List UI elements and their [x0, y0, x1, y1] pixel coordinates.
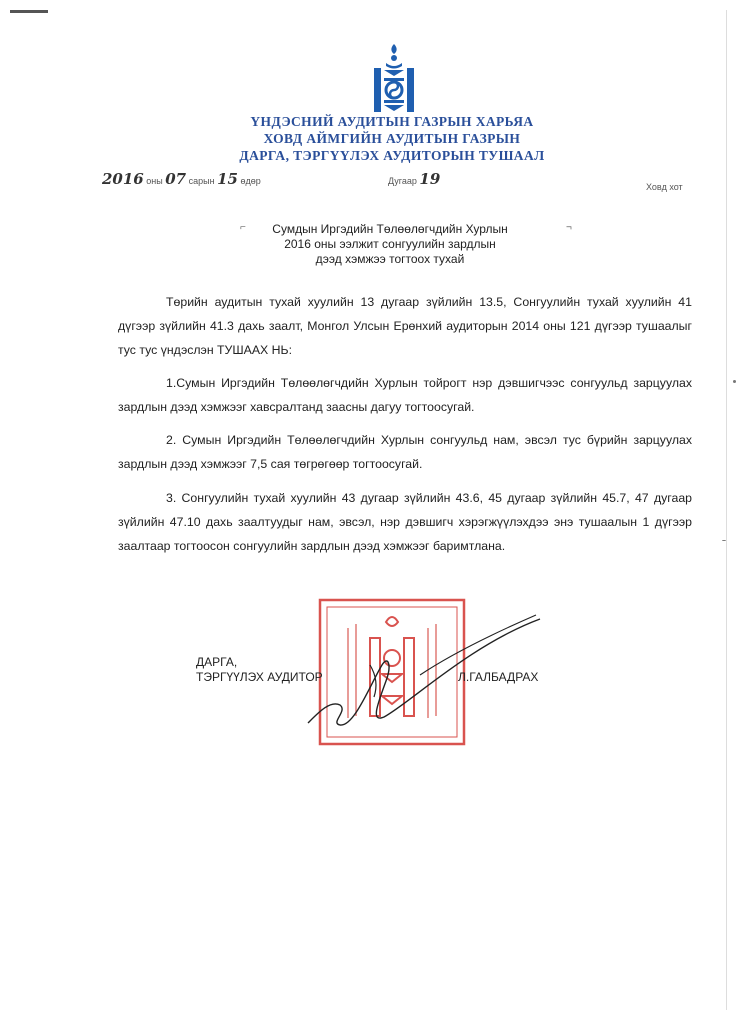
signatory-name: Л.ГАЛБАДРАХ	[458, 670, 539, 684]
header-line-3: ДАРГА, ТЭРГҮҮЛЭХ АУДИТОРЫН ТУШААЛ	[239, 148, 545, 163]
date-day-label: өдөр	[240, 176, 261, 186]
date-month-label: сарын	[188, 176, 215, 186]
subject-line-3: дээд хэмжээ тогтоох тухай	[315, 252, 465, 266]
city-label: Ховд хот	[646, 182, 683, 192]
document-subject	[190, 222, 590, 267]
scan-speck	[722, 540, 726, 541]
body-item-2: 2. Сумын Иргэдийн Төлөөлөгчдийн Хурлын сонгуульд нам, эвсэл тус бүрийн зарцуулах зардлын дээд хэмжээг 7,5 сая төгрөгөөр тогтоосугай.	[118, 433, 692, 471]
soyombo-emblem-icon	[368, 42, 420, 114]
body-intro: Төрийн аудитын тухай хуулийн 13 дугаар зүйлийн 13.5, Сонгуулийн тухай хуулийн 41 дүгээр зүйлийн 41.3 дахь заалт, Монгол Улсын Ерөнхий аудиторын 2014 оны 121 дүгээр тушаалыг тус тус үндэслэн ТУШААХ НЬ:	[118, 295, 692, 357]
scan-speck	[733, 380, 736, 383]
date-month: 07	[165, 170, 187, 188]
body-item-3: 3. Сонгуулийн тухай хуулийн 43 дугаар зүйлийн 43.6, 45 дугаар зүйлийн 45.7, 47 дугаар зүйлийн 47.10 дахь заалтуудыг нам, эвсэл, нэр дэвшигч хэрэгжүүлэхдээ энэ тушаалын 1 дүгээр заалтаар тогтоосон сонгуулийн зардлын дээд хэмжээг баримтлана.	[118, 491, 692, 553]
body-item-1: 1.Сумын Иргэдийн Төлөөлөгчдийн Хурлын тойрогт нэр дэвшигчээс сонгуульд зарцуулах зардлын дээд хэмжээг хавсралтанд заасны дагуу тогтоосугай.	[118, 376, 692, 414]
scan-edge-line	[726, 10, 727, 1010]
date-field	[102, 170, 261, 188]
subject-line-1: Сумдын Иргэдийн Төлөөлөгчдийн Хурлын	[272, 222, 508, 236]
date-year: 2016	[102, 170, 144, 188]
order-number: 19	[419, 170, 441, 188]
header-line-2: ХОВД АЙМГИЙН АУДИТЫН ГАЗРЫН	[263, 131, 521, 146]
signatory-title-line-2: ТЭРГҮҮЛЭХ АУДИТОР	[196, 670, 323, 684]
order-number-field	[388, 170, 440, 188]
handwritten-signature-icon	[300, 605, 550, 735]
subject-bracket-right: ¬	[566, 222, 572, 233]
subject-line-2: 2016 оны ээлжит сонгуулийн зардлын	[284, 237, 496, 251]
header-line-1: ҮНДЭСНИЙ АУДИТЫН ГАЗРЫН ХАРЬЯА	[250, 114, 534, 129]
order-number-label: Дугаар	[388, 176, 417, 186]
signatory-title-line-1: ДАРГА,	[196, 655, 238, 669]
date-day: 15	[217, 170, 238, 188]
date-year-label: оны	[146, 176, 163, 186]
subject-bracket-left: ⌐	[240, 222, 246, 233]
scan-edge-mark	[10, 10, 48, 13]
document-header	[180, 113, 604, 164]
